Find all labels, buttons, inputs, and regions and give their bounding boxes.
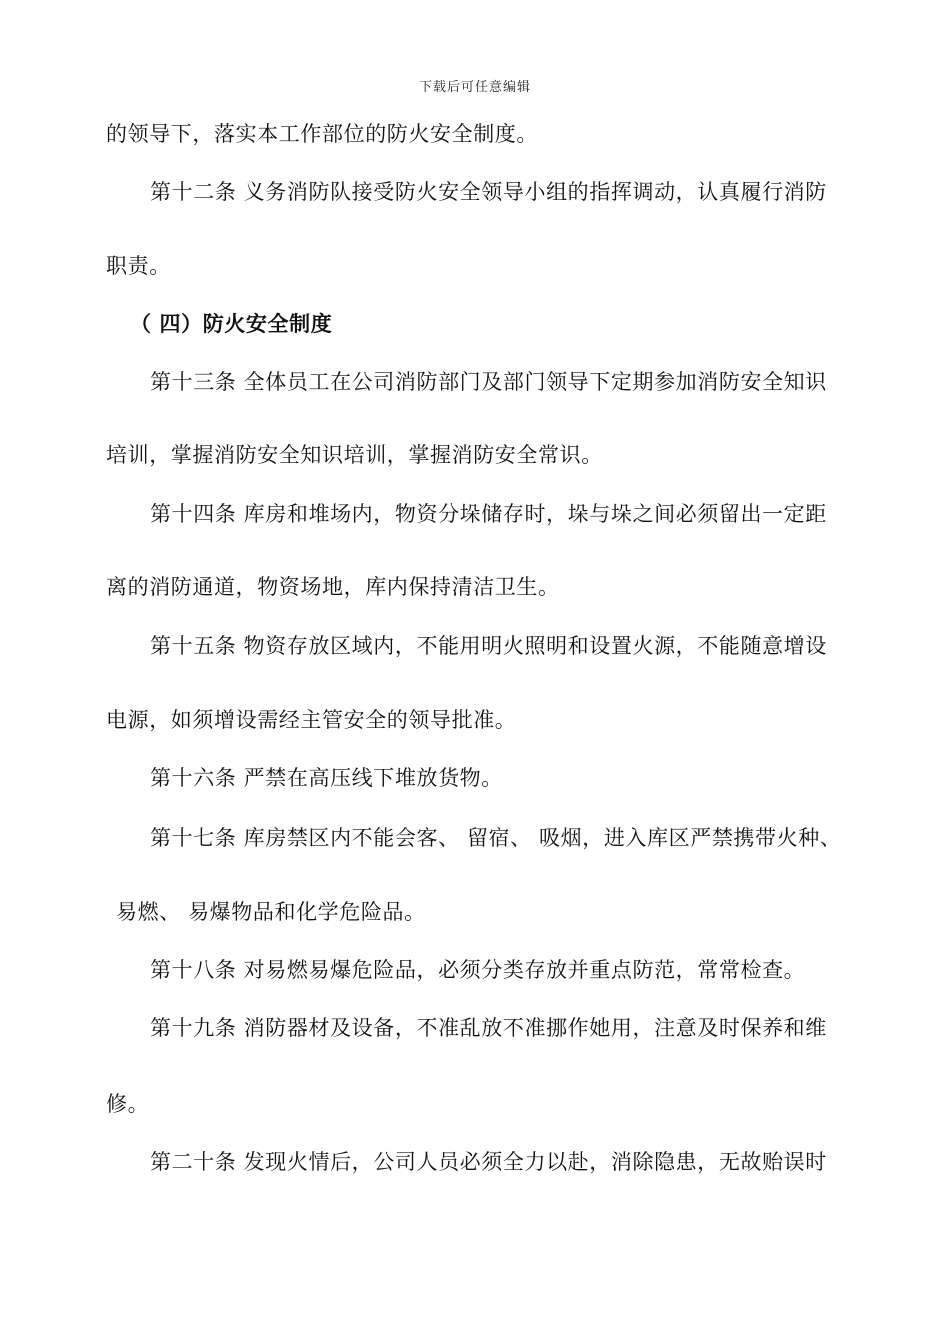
article-14-line: 第十四条 库房和堆场内，物资分垛储存时，垛与垛之间必须留出一定距 [150, 502, 827, 526]
text-line: 修。 [106, 1092, 150, 1116]
article-16-line: 第十六条 严禁在高压线下堆放货物。 [150, 766, 503, 790]
article-13-line: 第十三条 全体员工在公司消防部门及部门领导下定期参加消防安全知识 [150, 370, 827, 394]
text-line: 培训，掌握消防安全知识培训，掌握消防安全常识。 [106, 443, 603, 467]
article-15-line: 第十五条 物资存放区域内，不能用明火照明和设置火源，不能随意增设 [150, 634, 827, 658]
article-19-line: 第十九条 消防器材及设备，不准乱放不准挪作她用，注意及时保养和维 [150, 1016, 827, 1040]
article-18-line: 第十八条 对易燃易爆危险品，必须分类存放并重点防范，常常检查。 [150, 958, 806, 982]
article-17-line: 第十七条 库房禁区内不能会客、 留宿、 吸烟，进入库区严禁携带火种、 [150, 826, 842, 850]
page-header: 下载后可任意编辑 [418, 80, 531, 95]
text-line: 的领导下，落实本工作部位的防火安全制度。 [106, 122, 538, 146]
text-line: 离的消防通道，物资场地，库内保持清洁卫生。 [106, 575, 560, 599]
article-12-line: 第十二条 义务消防队接受防火安全领导小组的指挥调动，认真履行消防 [150, 180, 827, 204]
section-heading: （ 四）防火安全制度 [130, 311, 333, 336]
text-line: 职责。 [106, 254, 171, 278]
text-line: 易燃、 易爆物品和化学危险品。 [116, 900, 426, 924]
text-line: 电源，如须增设需经主管安全的领导批准。 [106, 708, 517, 732]
article-20-line: 第二十条 发现火情后，公司人员必须全力以赴，消除隐患，无故贻误时 [150, 1150, 827, 1174]
